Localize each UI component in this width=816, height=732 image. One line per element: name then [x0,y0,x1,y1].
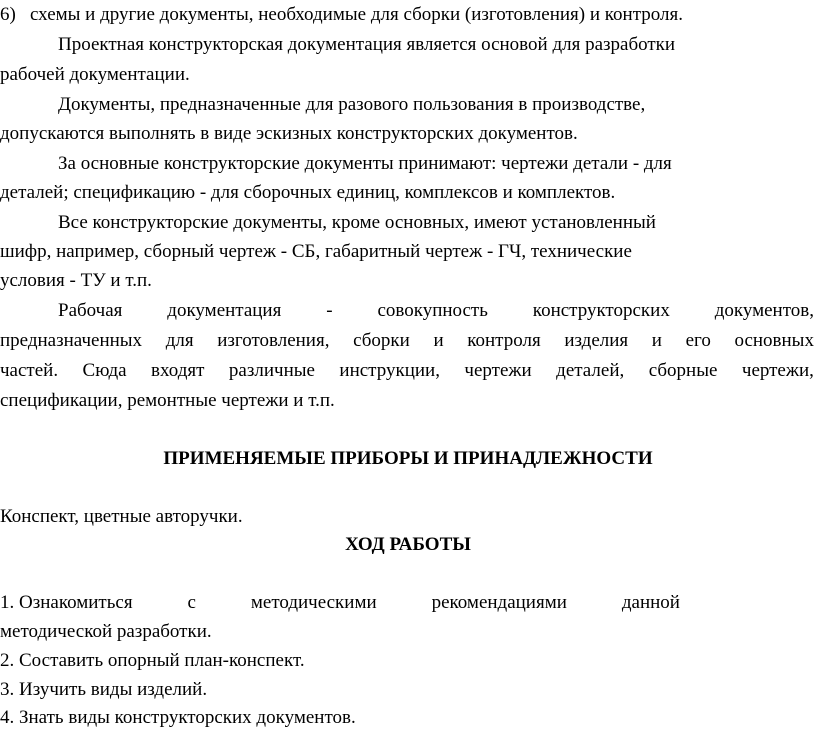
word: рекомендациями [431,592,567,613]
section-heading-procedure: ХОД РАБОТЫ [345,534,471,555]
paragraph-4-line-3: условия - ТУ и т.п. [0,270,152,291]
paragraph-5-line-2 [0,326,814,355]
word: с [187,592,196,613]
procedure-step-1-line-2: методической разработки. [0,621,212,642]
word: - [326,300,333,321]
word: входят [151,360,205,381]
list-item-text: схемы и другие документы, необходимые для сборки (изготовления) и контроля. [30,4,683,25]
word: и [651,330,662,351]
word: инструкции, [339,360,440,381]
list-item-number: 6) [0,4,16,25]
word: изделия [564,330,629,351]
paragraph-3-line-1: За основные конструкторские документы принимают: чертежи детали - для [58,153,672,174]
word: предназначенных [0,330,143,351]
procedure-step-2: 2. Составить опорный план-конспект. [0,650,305,671]
word: чертежи [464,360,532,381]
word: Сюда [82,360,127,381]
word: для [165,330,194,351]
equipment-text: Конспект, цветные авторучки. [0,506,243,527]
paragraph-5-line-1 [58,296,814,325]
paragraph-4-line-2: шифр, например, сборный чертеж - СБ, габаритный чертеж - ГЧ, технические [0,241,632,262]
word: документация [167,300,282,321]
word: Рабочая [58,300,123,321]
word: изготовления, [217,330,330,351]
word: деталей, [556,360,625,381]
word: методическими [250,592,377,613]
procedure-step-1-line-1 [0,588,680,617]
paragraph-5-line-3 [0,356,814,385]
procedure-step-4: 4. Знать виды конструкторских документов. [0,707,356,728]
word: 1. Ознакомиться [0,592,133,613]
word: частей. [0,360,59,381]
paragraph-1-line-2: рабочей документации. [0,64,190,85]
paragraph-5-line-4: спецификации, ремонтные чертежи и т.п. [0,390,335,411]
paragraph-3-line-2: деталей; спецификацию - для сборочных единиц, комплексов и комплектов. [0,182,616,203]
procedure-step-3: 3. Изучить виды изделий. [0,679,208,700]
paragraph-2-line-2: допускаются выполнять в виде эскизных конструкторских документов. [0,123,578,144]
word: основных [734,330,814,351]
section-heading-equipment: ПРИМЕНЯЕМЫЕ ПРИБОРЫ И ПРИНАДЛЕЖНОСТИ [163,448,653,469]
word: контроля [467,330,541,351]
list-item-6 [0,0,683,29]
paragraph-1-line-1: Проектная конструкторская документация является основой для разработки [58,34,676,55]
word: сборные [648,360,718,381]
word: совокупность [377,300,488,321]
paragraph-4-line-1: Все конструкторские документы, кроме основных, имеют установленный [58,212,656,233]
word: сборки [353,330,410,351]
paragraph-2-line-1: Документы, предназначенные для разового пользования в производстве, [58,94,646,115]
word: данной [621,592,680,613]
word: конструкторских [532,300,670,321]
word: различные [228,360,315,381]
word: и [433,330,444,351]
word: чертежи, [741,360,814,381]
word: его [685,330,711,351]
word: документов, [714,300,814,321]
